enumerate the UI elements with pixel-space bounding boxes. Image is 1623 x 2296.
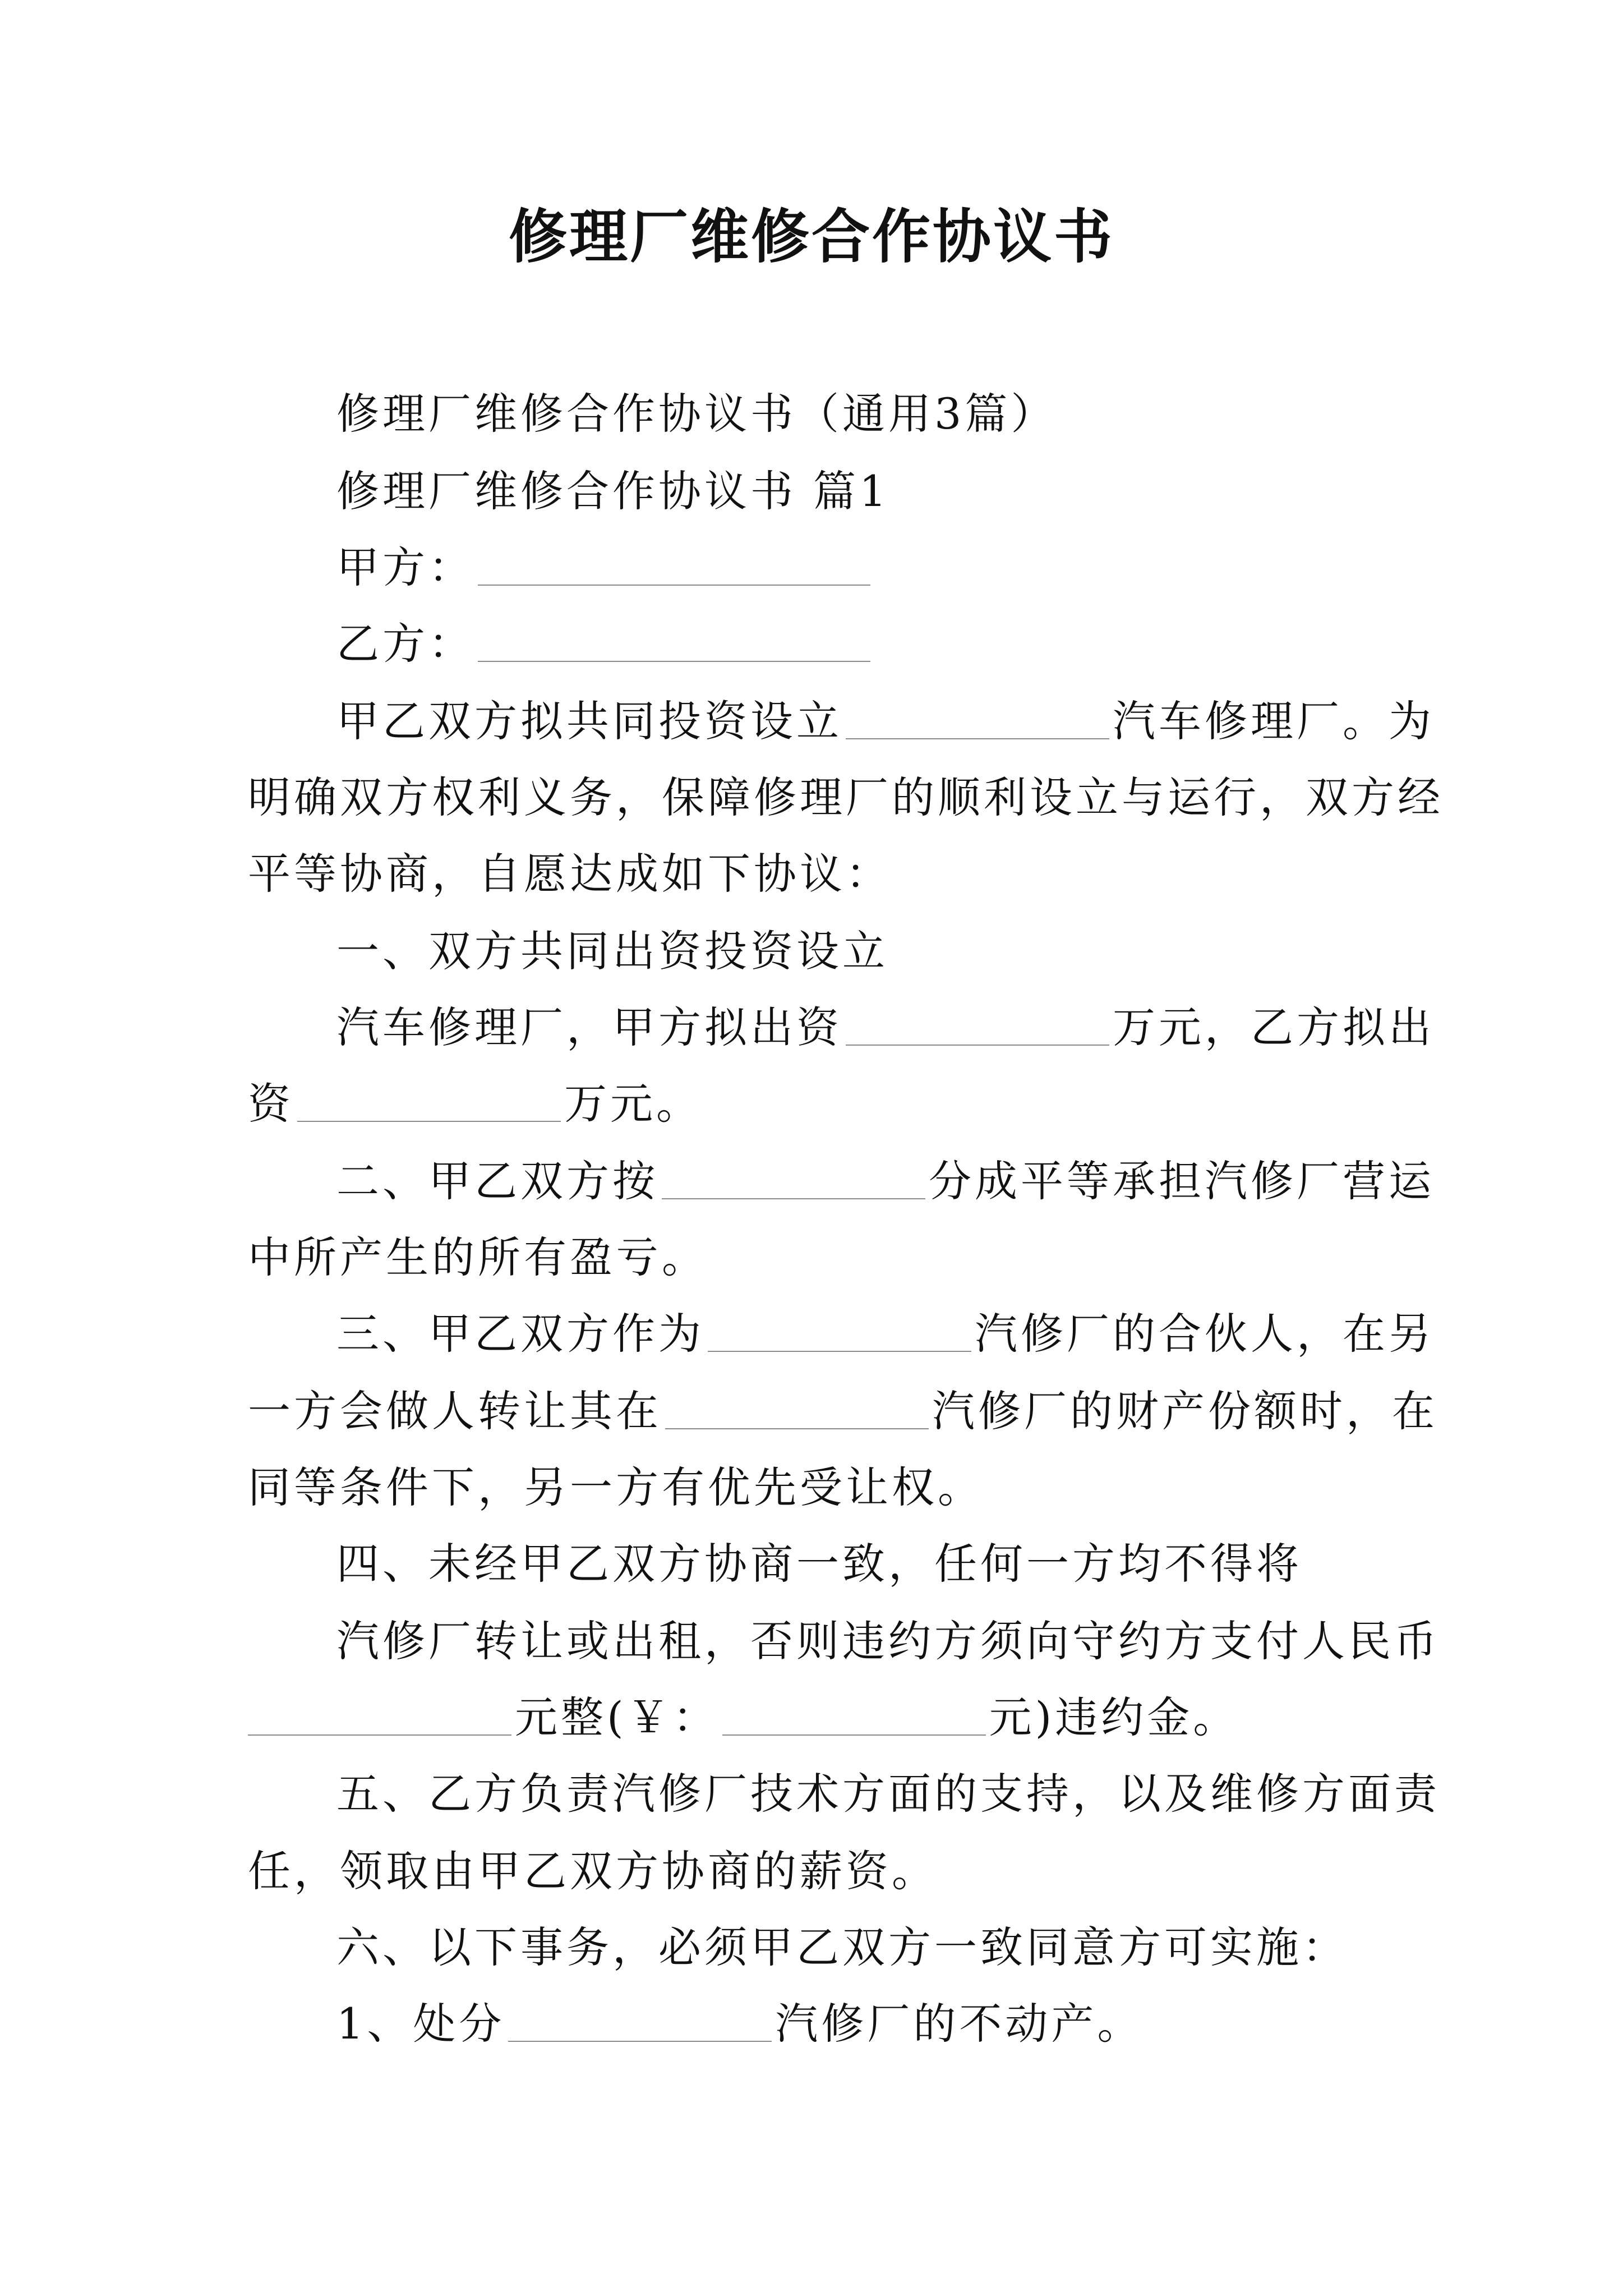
clause-text: 资	[248, 1079, 294, 1129]
fill-blank	[708, 1351, 971, 1352]
clause-3-line-1	[336, 1306, 1435, 1362]
party-a-blank	[478, 585, 870, 586]
clause-text: 万元。	[564, 1079, 702, 1129]
intro-text: 甲乙双方拟共同投资设立	[336, 696, 842, 746]
fill-blank	[297, 1121, 561, 1122]
clause-3-line-3: 同等条件下，另一方有优先受让权。	[248, 1462, 984, 1512]
party-a-line	[336, 540, 874, 596]
clause-text: 分成平等承担汽修厂营运	[929, 1156, 1435, 1206]
fill-blank	[248, 1734, 511, 1736]
fill-blank	[662, 1198, 925, 1199]
clause-text: 汽车修理厂，甲方拟出资	[336, 1002, 842, 1052]
clause-text: 万元，乙方拟出	[1113, 1002, 1435, 1052]
clause-1-line-1: 一、双方共同出资投资设立	[336, 926, 888, 976]
clause-text: 三、甲乙双方作为	[336, 1309, 704, 1359]
intro-line-1	[336, 693, 1435, 749]
fill-blank	[665, 1428, 929, 1429]
clause-1-line-3	[248, 1076, 702, 1132]
fill-blank	[846, 738, 1109, 739]
clause-text: 1、处分	[336, 1999, 505, 2049]
clause-4-line-3	[248, 1690, 1239, 1746]
intro-line-3: 平等协商，自愿达成如下协议：	[248, 849, 892, 899]
clause-5-line-1: 五、乙方负责汽修厂技术方面的支持，以及维修方面责	[336, 1769, 1440, 1819]
clause-1-line-2	[336, 1000, 1435, 1056]
intro-line-2: 明确双方权利义务，保障修理厂的顺利设立与运行，双方经	[248, 772, 1444, 822]
document-title: 修理厂维修合作协议书	[508, 202, 1114, 271]
clause-text: 汽修厂的合伙人，在另	[975, 1309, 1435, 1359]
fill-blank	[722, 1734, 986, 1736]
intro-text: 汽车修理厂。为	[1113, 696, 1435, 746]
fill-blank	[508, 2041, 772, 2042]
clause-text: 元整(￥：	[515, 1692, 719, 1742]
part-heading: 修理厂维修合作协议书 篇1	[336, 466, 890, 516]
party-b-blank	[478, 661, 870, 662]
clause-text: 一方会做人转让其在	[248, 1386, 662, 1436]
clause-text: 二、甲乙双方按	[336, 1156, 658, 1206]
clause-3-line-2	[248, 1383, 1438, 1439]
clause-6-item-1	[336, 1996, 1143, 2052]
clause-text: 汽修厂的不动产。	[775, 1999, 1144, 2049]
clause-5-line-2: 任，领取由甲乙双方协商的薪资。	[248, 1846, 938, 1896]
party-a-label: 甲方：	[336, 542, 474, 592]
clause-2-line-2: 中所产生的所有盈亏。	[248, 1232, 708, 1282]
party-b-label: 乙方：	[336, 619, 474, 669]
fill-blank	[846, 1045, 1109, 1046]
clause-2-line-1	[336, 1153, 1435, 1209]
party-b-line	[336, 616, 874, 672]
clause-text: 汽修厂的财产份额时，在	[932, 1386, 1438, 1436]
clause-text: 元)违约金。	[989, 1692, 1239, 1742]
clause-4-line-2: 汽修厂转让或出租，否则违约方须向守约方支付人民币	[336, 1616, 1440, 1666]
document-subtitle: 修理厂维修合作协议书（通用3篇）	[336, 389, 1057, 439]
clause-6-line-1: 六、以下事务，必须甲乙双方一致同意方可实施：	[336, 1922, 1348, 1972]
clause-4-line-1: 四、未经甲乙双方协商一致，任何一方均不得将	[336, 1539, 1302, 1589]
